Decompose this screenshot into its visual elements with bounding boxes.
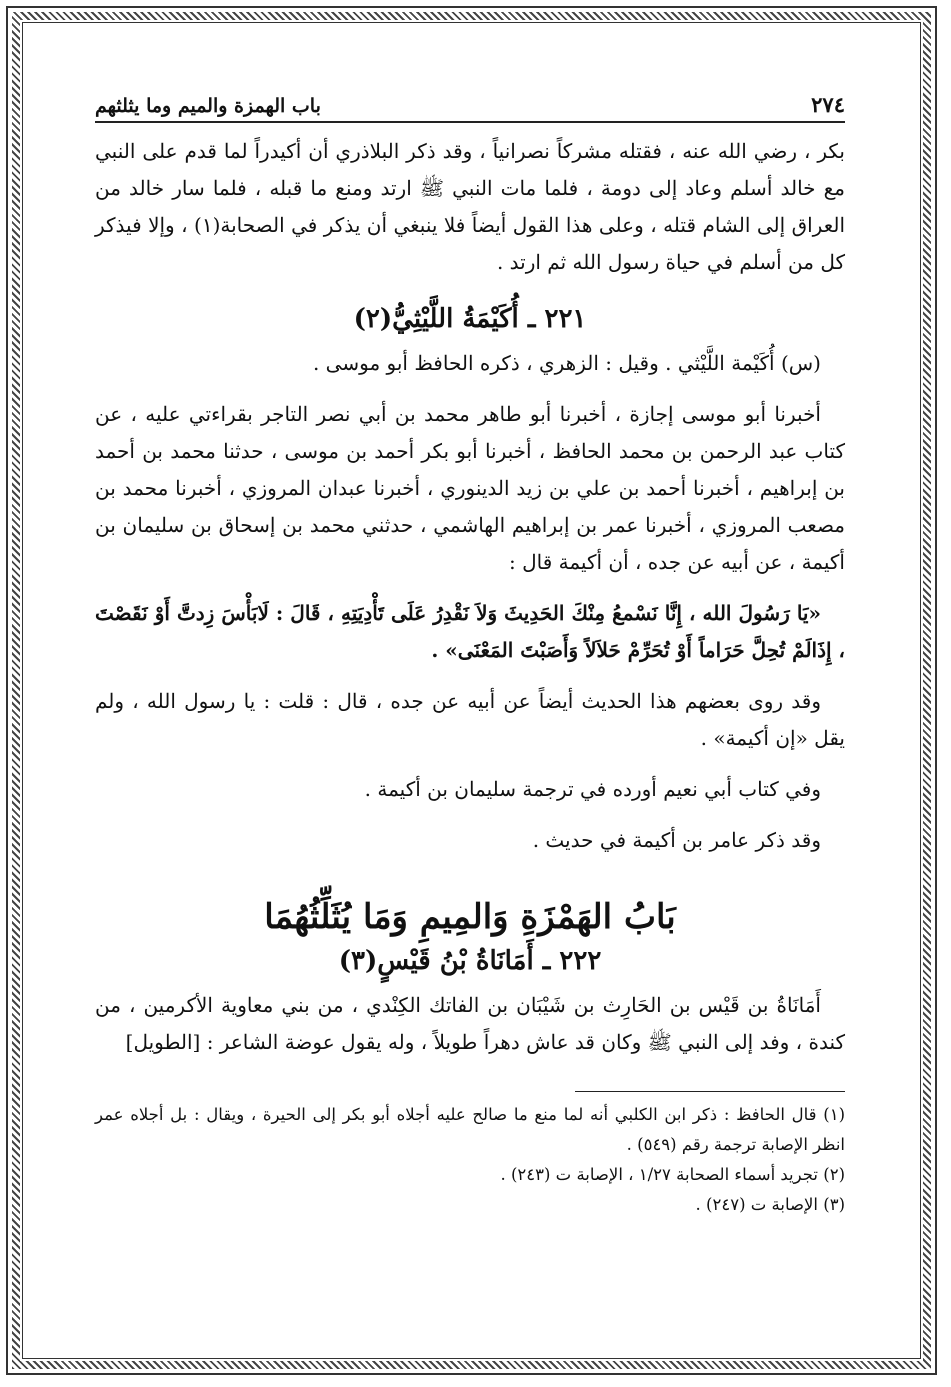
entry-221-heading: ٢٢١ ـ أُكَيْمَةُ اللَّيْثِيُّ(٢) <box>353 304 587 334</box>
page-number: ٢٧٤ <box>811 92 845 117</box>
entry-221-note-3: وقد ذكر عامر بن أكيمة في حديث . <box>532 828 821 852</box>
intro-paragraph: بكر ، رضي الله عنه ، فقتله مشركاً نصرانياً ، وقد ذكر البلاذري أن أكيدراً لما قدم على النبي مع خالد أسلم وعاد إلى دومة ، فلما مات النبي ﷺ ارتد ومنع ما قبله ، فلما سار خالد من العراق إلى الشام قتله ، وعلى هذا القول أيضاً فلا ينبغي أن يذكر في الصحابة(١) ، وإلا فيذكر كل من أسلم في حياة رسول الله ثم ارتد . <box>95 139 846 274</box>
entry-221-note-2: وفي كتاب أبي نعيم أورده في ترجمة سليمان بن أكيمة . <box>364 777 821 801</box>
footnote-2: (٢) تجريد أسماء الصحابة ١/٢٧ ، الإصابة ت (٢٤٣) . <box>500 1165 845 1184</box>
entry-221-chain: أخبرنا أبو موسى إجازة ، أخبرنا أبو طاهر محمد بن أبي نصر التاجر بقراءتي عليه ، عن كتاب عبد الرحمن بن محمد الحافظ ، أخبرنا أبو بكر أحمد بن موسى ، حدثنا محمد بن أحمد بن إبراهيم ، أخبرنا أحمد بن علي بن زيد الدينوري ، أخبرنا عبدان المروزي ، أخبرنا محمد بن مصعب المروزي ، أخبرنا عمر بن إبراهيم الهاشمي ، حدثني محمد بن إسحاق بن سليمان بن أكيمة ، عن أبيه عن جده ، أن أكيمة قال : <box>95 402 845 574</box>
page-content <box>95 92 845 1220</box>
footnote-1: (١) قال الحافظ : ذكر ابن الكلبي أنه لما منع ما صالح عليه أجلاه أبو بكر إلى الحيرة ، ويقال : بل أجلاه عمر انظر الإصابة ترجمة رقم (٥٤٩) . <box>95 1105 845 1154</box>
entry-221-note-1: وقد روى بعضهم هذا الحديث أيضاً عن أبيه عن جده ، قال : قلت : يا رسول الله ، ولم يقل «إن أكيمة» . <box>95 689 845 750</box>
chapter-title: بَابُ الهَمْزَةِ وَالمِيمِ وَمَا يُثَلِّثُهُمَا <box>264 897 676 937</box>
entry-222-body: أَمَانَاةُ بن قَيْس بن الحَارِث بن شَيْبَان بن الفاتك الكِنْدي ، من بني معاوية الأكرمين ، من كندة ، وفد إلى النبي ﷺ وكان قد عاش دهراً طويلاً ، وله يقول عوضة الشاعر : [الطويل] <box>95 993 845 1054</box>
entry-222-heading: ٢٢٢ ـ أَمَانَاةُ بْنُ قَيْسٍ(٣) <box>338 946 602 976</box>
entry-221-hadith: «يَا رَسُولَ الله ، إِنَّا نَسْمعُ مِنْكَ الحَدِيثَ وَلاَ نَقْدِرُ عَلَى تَأْدِيَتِهِ ، قَالَ : لَابَأْسَ زِدتَّ أَوْ نَقَصْتَ ، إِذَالَمْ تُحِلَّ حَرَاماً أَوْ تُحَرِّمْ حَلاَلاً وَأَصَبْتَ المَعْنَى» . <box>95 601 845 662</box>
running-header <box>95 92 845 123</box>
footnotes <box>95 1100 845 1220</box>
footnote-separator <box>575 1091 845 1092</box>
entry-221-lead: (س) أُكَيْمة اللَّيْثي . وقيل : الزهري ، ذكره الحافظ أبو موسى . <box>312 351 821 375</box>
footnote-3: (٣) الإصابة ت (٢٤٧) . <box>695 1195 845 1214</box>
running-title: باب الهمزة والميم وما يثلثهم <box>95 95 321 117</box>
